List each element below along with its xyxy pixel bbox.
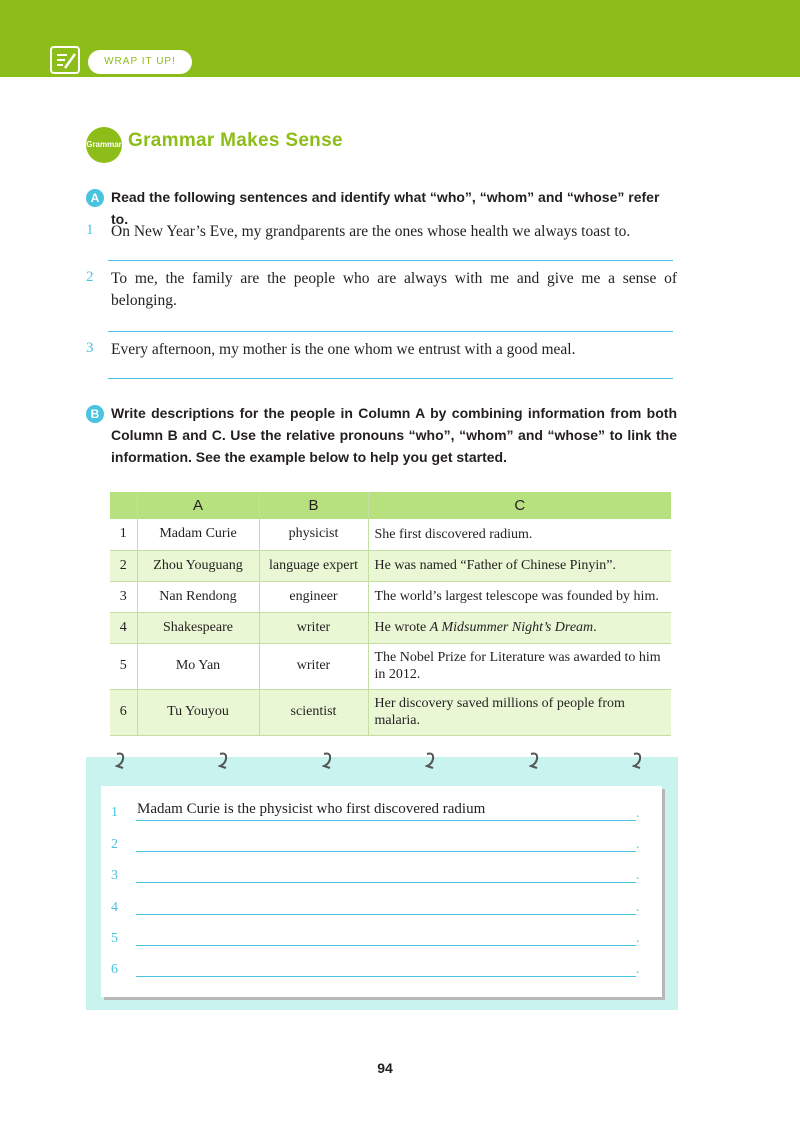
question-text: To me, the family are the people who are always with me and give me a sense of belonging. bbox=[111, 270, 677, 309]
person-name: Mo Yan bbox=[137, 643, 259, 689]
writing-line[interactable] bbox=[136, 851, 636, 852]
person-fact: The Nobel Prize for Literature was awarded to him in 2012. bbox=[368, 643, 671, 689]
writing-period: . bbox=[636, 868, 640, 883]
person-fact: He was named “Father of Chinese Pinyin”. bbox=[368, 550, 671, 581]
grammar-badge-icon: Grammar bbox=[86, 127, 122, 163]
writing-line-number: 2 bbox=[111, 837, 118, 852]
writing-line[interactable] bbox=[136, 882, 636, 883]
section-title: Grammar Makes Sense bbox=[128, 130, 343, 151]
row-number: 4 bbox=[110, 612, 137, 643]
writing-line[interactable] bbox=[136, 976, 636, 977]
row-number: 1 bbox=[119, 526, 127, 542]
person-role: language expert bbox=[259, 550, 368, 581]
writing-period: . bbox=[636, 900, 640, 915]
part-b-letter: B bbox=[86, 405, 104, 423]
row-number: 2 bbox=[110, 550, 137, 581]
fact-suffix: . bbox=[593, 620, 597, 635]
person-role: engineer bbox=[259, 581, 368, 612]
table-row bbox=[110, 519, 671, 550]
question-number: 1 bbox=[86, 222, 94, 238]
writing-line[interactable] bbox=[136, 914, 636, 915]
ring-binder-icon bbox=[632, 750, 642, 772]
person-name: Zhou Youguang bbox=[137, 550, 259, 581]
person-name: Shakespeare bbox=[137, 612, 259, 643]
writing-line-number: 6 bbox=[111, 962, 118, 977]
answer-line[interactable] bbox=[108, 331, 673, 332]
person-role: scientist bbox=[259, 689, 368, 735]
ring-binder-icon bbox=[425, 750, 435, 772]
book-title: A Midsummer Night’s Dream bbox=[429, 620, 594, 635]
example-answer: Madam Curie is the physicist who first discovered radium bbox=[137, 801, 486, 817]
info-table bbox=[110, 492, 671, 736]
header-cell-b: B bbox=[259, 492, 368, 519]
person-role: writer bbox=[259, 643, 368, 689]
person-fact: The world’s largest telescope was founded by him. bbox=[368, 581, 671, 612]
writing-line-number: 3 bbox=[111, 868, 118, 883]
row-number: 5 bbox=[119, 658, 127, 673]
answer-line[interactable] bbox=[108, 260, 673, 261]
header-cell-a: A bbox=[137, 492, 259, 519]
answer-line[interactable] bbox=[108, 378, 673, 379]
header-cell-num bbox=[110, 492, 137, 519]
writing-line-number: 5 bbox=[111, 931, 118, 946]
table-row bbox=[110, 643, 671, 689]
writing-line-number: 1 bbox=[111, 805, 118, 820]
writing-line-number: 4 bbox=[111, 900, 118, 915]
question-text: On New Year’s Eve, my grandparents are the ones whose health we always toast to. bbox=[111, 223, 631, 240]
person-role: writer bbox=[259, 612, 368, 643]
table-header-row bbox=[110, 492, 671, 519]
ring-binder-icon bbox=[529, 750, 539, 772]
person-fact bbox=[368, 612, 671, 643]
question-number: 2 bbox=[86, 269, 94, 285]
notepad-pencil-icon bbox=[50, 46, 80, 74]
person-role: physicist bbox=[259, 519, 368, 550]
part-b-instruction: Write descriptions for the people in Column A by combining information from both Column B and C. Use the relative pronouns “who”, “whom” and “whose” to link the information. See the example below to help you get started. bbox=[111, 405, 677, 465]
table-row bbox=[110, 612, 671, 643]
page-number: 94 bbox=[377, 1060, 393, 1076]
table-row bbox=[110, 581, 671, 612]
person-name: Nan Rendong bbox=[137, 581, 259, 612]
row-number: 3 bbox=[119, 588, 127, 604]
ring-binder-icon bbox=[115, 750, 125, 772]
question-number: 3 bbox=[86, 340, 94, 356]
writing-line[interactable] bbox=[136, 945, 636, 946]
part-a-instruction: Read the following sentences and identify what “who”, “whom” and “whose” refer to. bbox=[111, 189, 660, 227]
ring-binder-icon bbox=[218, 750, 228, 772]
section-label: WRAP IT UP! bbox=[88, 50, 192, 74]
table-row bbox=[110, 550, 671, 581]
person-fact: She first discovered radium. bbox=[368, 519, 671, 550]
person-name: Madam Curie bbox=[137, 519, 259, 550]
person-fact: Her discovery saved millions of people from malaria. bbox=[368, 689, 671, 735]
writing-period: . bbox=[636, 931, 640, 946]
person-name: Tu Youyou bbox=[137, 689, 259, 735]
row-number: 6 bbox=[110, 689, 137, 735]
header-cell-c: C bbox=[368, 492, 671, 519]
question-text: Every afternoon, my mother is the one whom we entrust with a good meal. bbox=[111, 341, 576, 358]
writing-period: . bbox=[636, 806, 640, 821]
writing-period: . bbox=[636, 837, 640, 852]
writing-line[interactable] bbox=[136, 820, 636, 821]
writing-period: . bbox=[636, 962, 640, 977]
fact-prefix: He wrote bbox=[374, 620, 430, 635]
table-row bbox=[110, 689, 671, 735]
part-a-letter: A bbox=[86, 189, 104, 207]
ring-binder-icon bbox=[322, 750, 332, 772]
